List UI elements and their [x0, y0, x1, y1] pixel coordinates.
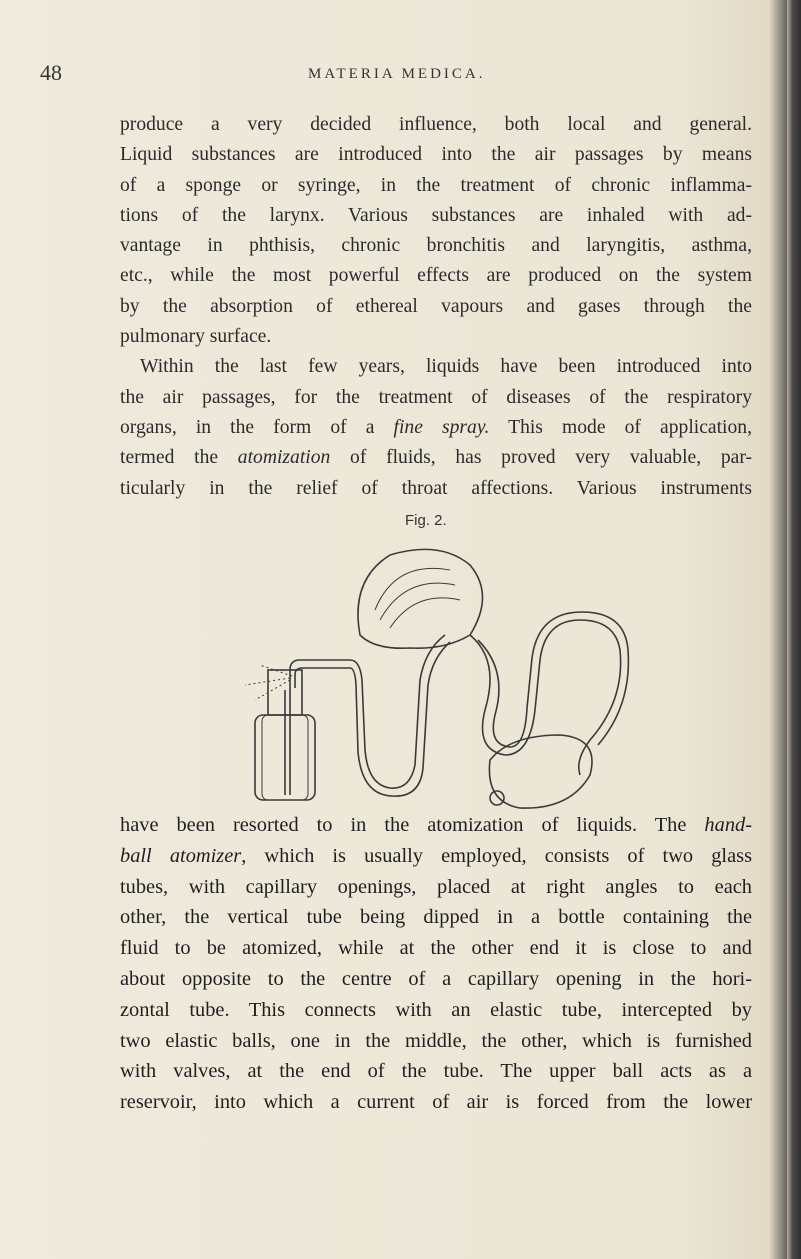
valve: [490, 791, 504, 805]
text-line: of a sponge or syringe, in the treatment of chronic inflamma-: [120, 174, 752, 196]
text-run: of fluids, has proved very valuable, par-: [330, 447, 752, 469]
text-line: [120, 443, 752, 473]
atomizer-illustration: [200, 540, 700, 810]
text-line: Liquid substances are introduced into the air passages by means: [120, 144, 752, 166]
text-line: Within the last few years, liquids have been introduced into: [140, 356, 752, 378]
text-line: ticularly in the relief of throat affections. Various instruments: [120, 477, 752, 499]
text-line: about opposite to the centre of a capillary opening in the hori-: [120, 967, 752, 990]
page-header: [40, 60, 740, 90]
text-line: zontal tube. This connects with an elastic tube, intercepted by: [120, 998, 752, 1021]
connecting-tube-outer: [478, 612, 628, 747]
text-line: [120, 841, 752, 872]
text-line: produce a very decided influence, both local and general.: [120, 114, 752, 135]
ball-shading: [375, 568, 460, 628]
text-run: , which is usually employed, consists of two glass: [241, 844, 753, 867]
elastic-tube-outer: [350, 642, 450, 796]
italic-term: fine spray.: [393, 416, 490, 438]
text-line: pulmonary surface.: [120, 326, 272, 348]
text-run: have been resorted to in the atomization of liquids. The: [120, 814, 705, 836]
page-edge-shadow: [787, 0, 801, 1259]
text-line: tions of the larynx. Various substances are inhaled with ad-: [120, 204, 752, 226]
reservoir-ball: [358, 549, 483, 648]
text-line: [120, 810, 752, 841]
body-text-bottom: [120, 810, 752, 1118]
horizontal-tube: [290, 660, 350, 690]
text-run: This mode of application,: [489, 416, 752, 438]
atomizer-drawing: [200, 540, 700, 810]
text-line: other, the vertical tube being dipped in a bottle containing the: [120, 906, 752, 929]
italic-term: hand-: [704, 814, 752, 836]
text-line: tubes, with capillary openings, placed at right angles to each: [120, 875, 752, 898]
text-line: two elastic balls, one in the middle, the other, which is furnished: [120, 1029, 752, 1052]
text-run: organs, in the form of a: [120, 416, 394, 438]
text-line: by the absorption of ethereal vapours and gases through the: [120, 295, 752, 317]
connecting-tube: [470, 620, 621, 775]
running-head: MATERIA MEDICA.: [308, 66, 486, 82]
text-line: fluid to be atomized, while at the other end it is close to and: [120, 937, 752, 960]
figure-caption: Fig. 2.: [405, 512, 447, 529]
page-number: 48: [40, 60, 62, 85]
text-run: termed the: [120, 447, 238, 469]
elastic-tube: [350, 635, 445, 788]
body-text-top: [120, 110, 752, 504]
text-line: [120, 413, 752, 443]
text-line: etc., while the most powerful effects are produced on the system: [120, 265, 752, 287]
italic-term: atomization: [237, 447, 331, 469]
text-line: vantage in phthisis, chronic bronchitis and laryngitis, asthma,: [120, 235, 752, 257]
text-line: reservoir, into which a current of air is forced from the lower: [120, 1091, 752, 1114]
text-line: with valves, at the end of the tube. The upper ball acts as a: [120, 1060, 752, 1083]
italic-term: ball atomizer: [120, 844, 242, 867]
horizontal-tube-wall: [295, 668, 350, 688]
text-line: the air passages, for the treatment of diseases of the respiratory: [120, 386, 752, 408]
